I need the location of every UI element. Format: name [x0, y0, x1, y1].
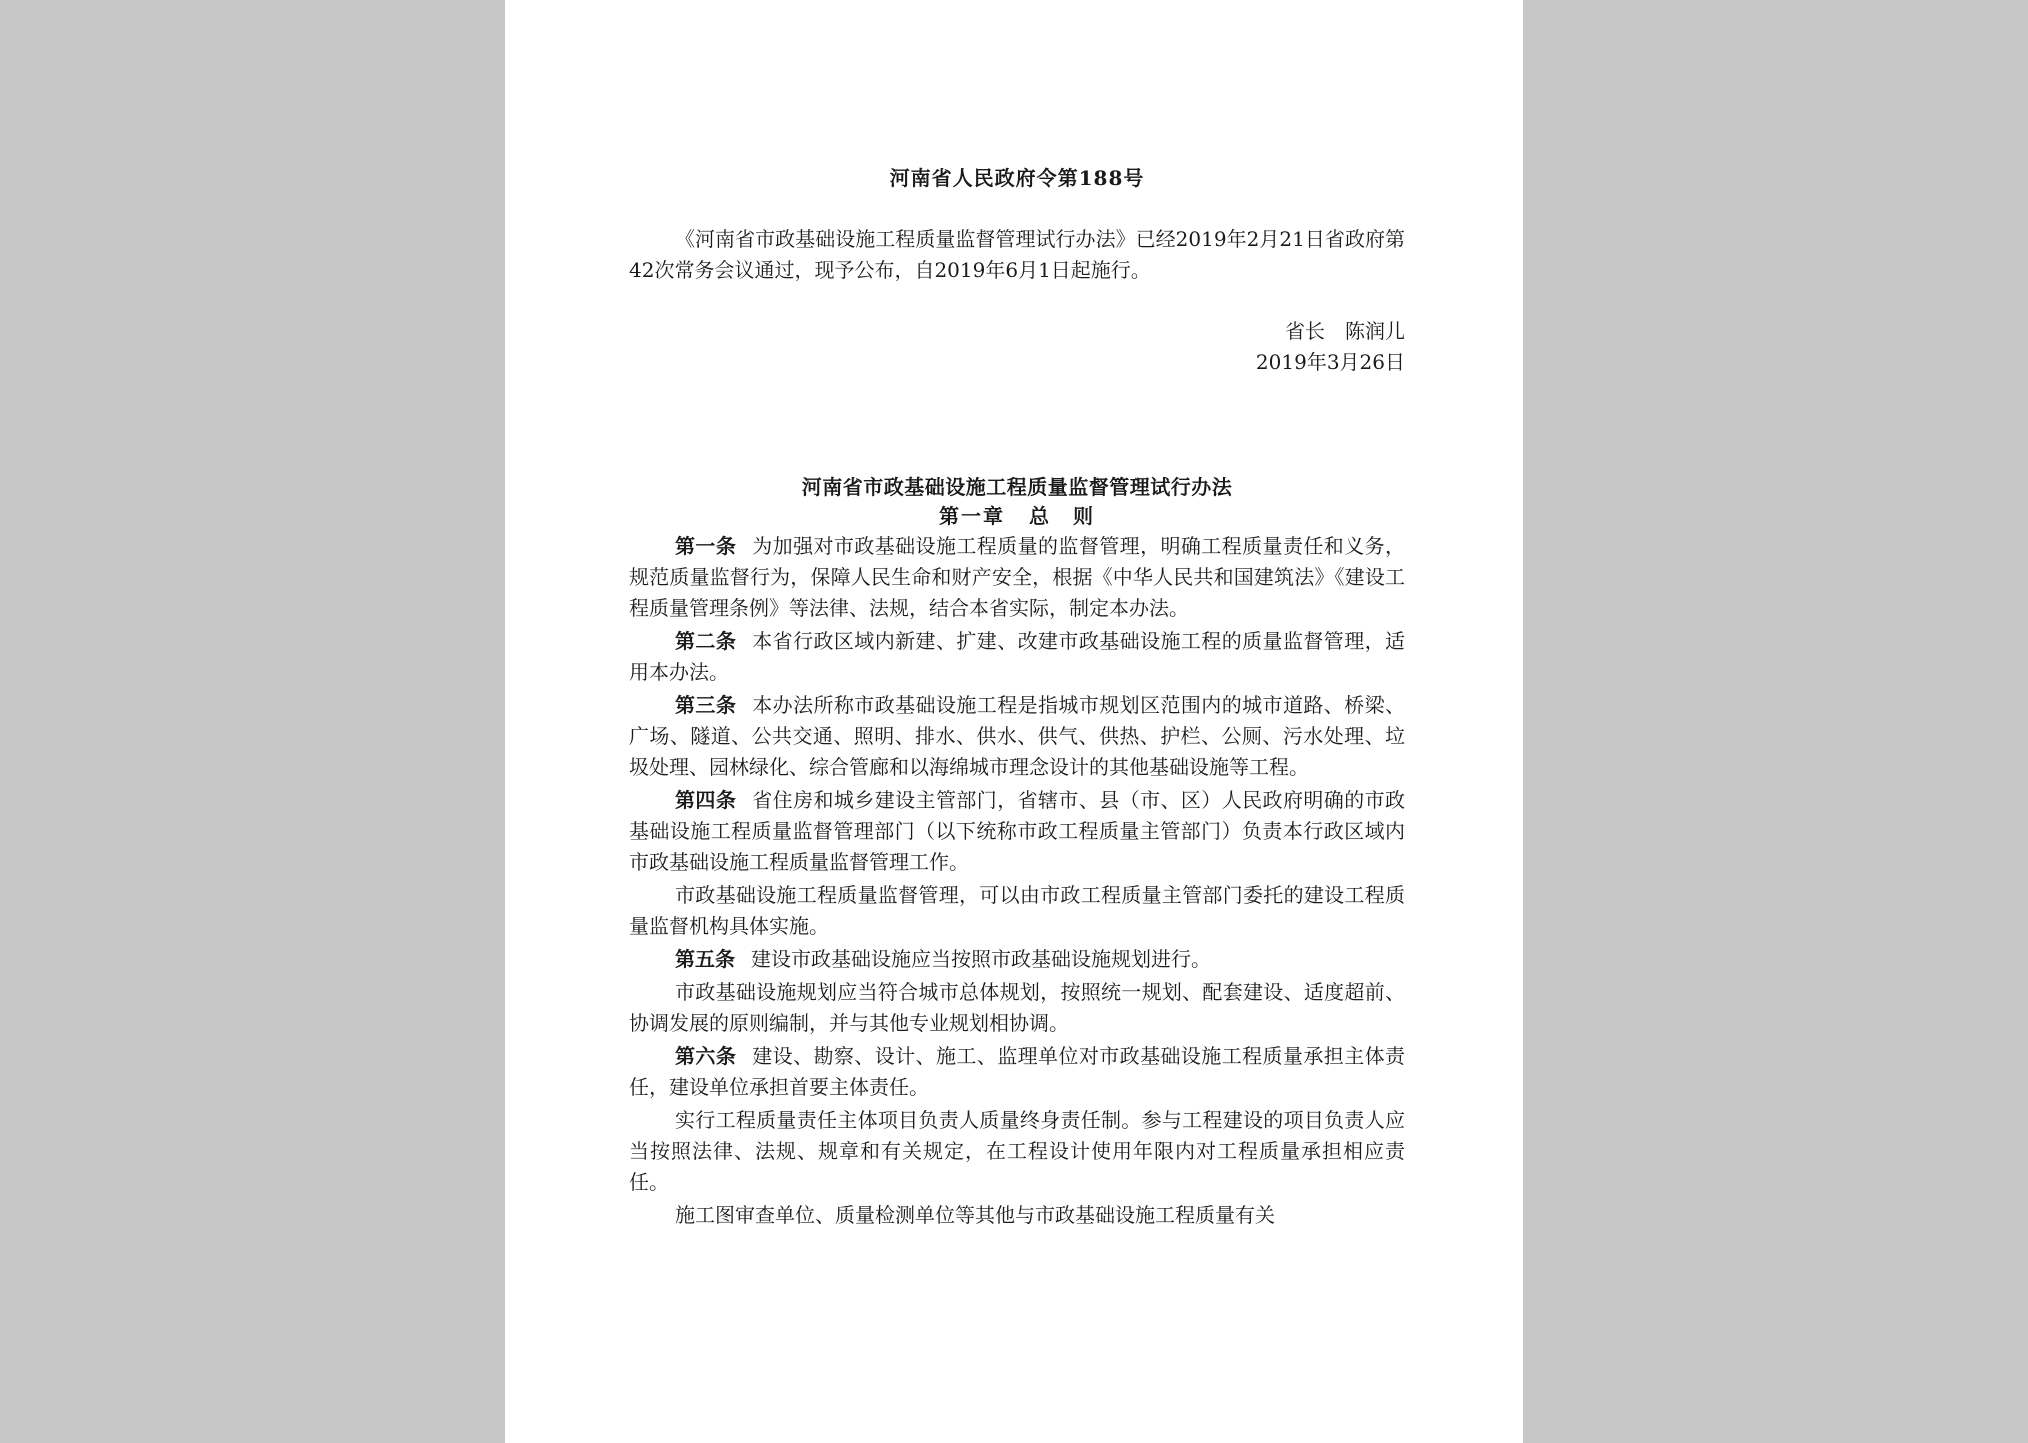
article-paragraph	[629, 785, 1405, 878]
article-label: 第六条	[675, 1044, 737, 1068]
chapter-number: 第一章	[939, 504, 1005, 528]
article-paragraph	[629, 944, 1405, 975]
article-paragraph	[629, 531, 1405, 624]
article-label: 第三条	[675, 693, 737, 717]
article-text: 市政基础设施工程质量监督管理，可以由市政工程质量主管部门委托的建设工程质量监督机构具体实施。	[629, 883, 1405, 938]
signature-line	[1285, 316, 1405, 347]
article-paragraph	[629, 1200, 1405, 1231]
article-text: 实行工程质量责任主体项目负责人质量终身责任制。参与工程建设的项目负责人应当按照法律、法规、规章和有关规定，在工程设计使用年限内对工程质量承担相应责任。	[629, 1108, 1405, 1194]
article-paragraph	[629, 626, 1405, 688]
article-paragraph	[629, 1041, 1405, 1103]
article-text: 本办法所称市政基础设施工程是指城市规划区范围内的城市道路、桥梁、广场、隧道、公共交通、照明、排水、供水、供气、供热、护栏、公厕、污水处理、垃圾处理、园林绿化、综合管廊和以海绵城市理念设计的其他基础设施等工程。	[629, 693, 1406, 779]
signer-title: 省长	[1285, 319, 1325, 343]
chapter-title	[629, 500, 1405, 529]
article-label: 第五条	[675, 947, 735, 971]
article-text: 本省行政区域内新建、扩建、改建市政基础设施工程的质量监督管理，适用本办法。	[629, 629, 1406, 684]
article-label: 第一条	[675, 534, 737, 558]
article-paragraph	[629, 690, 1405, 783]
signer-name: 陈润儿	[1345, 319, 1405, 343]
article-text: 省住房和城乡建设主管部门，省辖市、县（市、区）人民政府明确的市政基础设施工程质量监督管理部门（以下统称市政工程质量主管部门）负责本行政区域内市政基础设施工程质量监督管理工作。	[629, 788, 1406, 874]
article-text: 为加强对市政基础设施工程质量的监督管理，明确工程质量责任和义务，规范质量监督行为，保障人民生命和财产安全，根据《中华人民共和国建筑法》《建设工程质量管理条例》等法律、法规，结合本省实际，制定本办法。	[629, 534, 1406, 620]
article-paragraph	[629, 1105, 1405, 1198]
document-page	[505, 0, 1523, 1443]
article-label: 第四条	[675, 788, 737, 812]
chapter-name: 总 则	[1029, 504, 1095, 528]
articles-body	[629, 531, 1405, 1231]
article-paragraph	[629, 977, 1405, 1039]
article-label: 第二条	[675, 629, 737, 653]
article-text: 建设市政基础设施应当按照市政基础设施规划进行。	[751, 947, 1211, 971]
measures-title: 河南省市政基础设施工程质量监督管理试行办法	[801, 475, 1233, 499]
article-text: 建设、勘察、设计、施工、监理单位对市政基础设施工程质量承担主体责任，建设单位承担首要主体责任。	[629, 1044, 1406, 1099]
article-text: 施工图审查单位、质量检测单位等其他与市政基础设施工程质量有关	[675, 1203, 1275, 1227]
article-text: 市政基础设施规划应当符合城市总体规划，按照统一规划、配套建设、适度超前、协调发展的原则编制，并与其他专业规划相协调。	[629, 980, 1405, 1035]
article-paragraph	[629, 880, 1405, 942]
intro-paragraph: 《河南省市政基础设施工程质量监督管理试行办法》已经2019年2月21日省政府第42次常务会议通过，现予公布，自2019年6月1日起施行。	[629, 227, 1405, 282]
order-title: 河南省人民政府令第188号	[889, 166, 1145, 190]
issue-date: 2019年3月26日	[1255, 350, 1405, 374]
